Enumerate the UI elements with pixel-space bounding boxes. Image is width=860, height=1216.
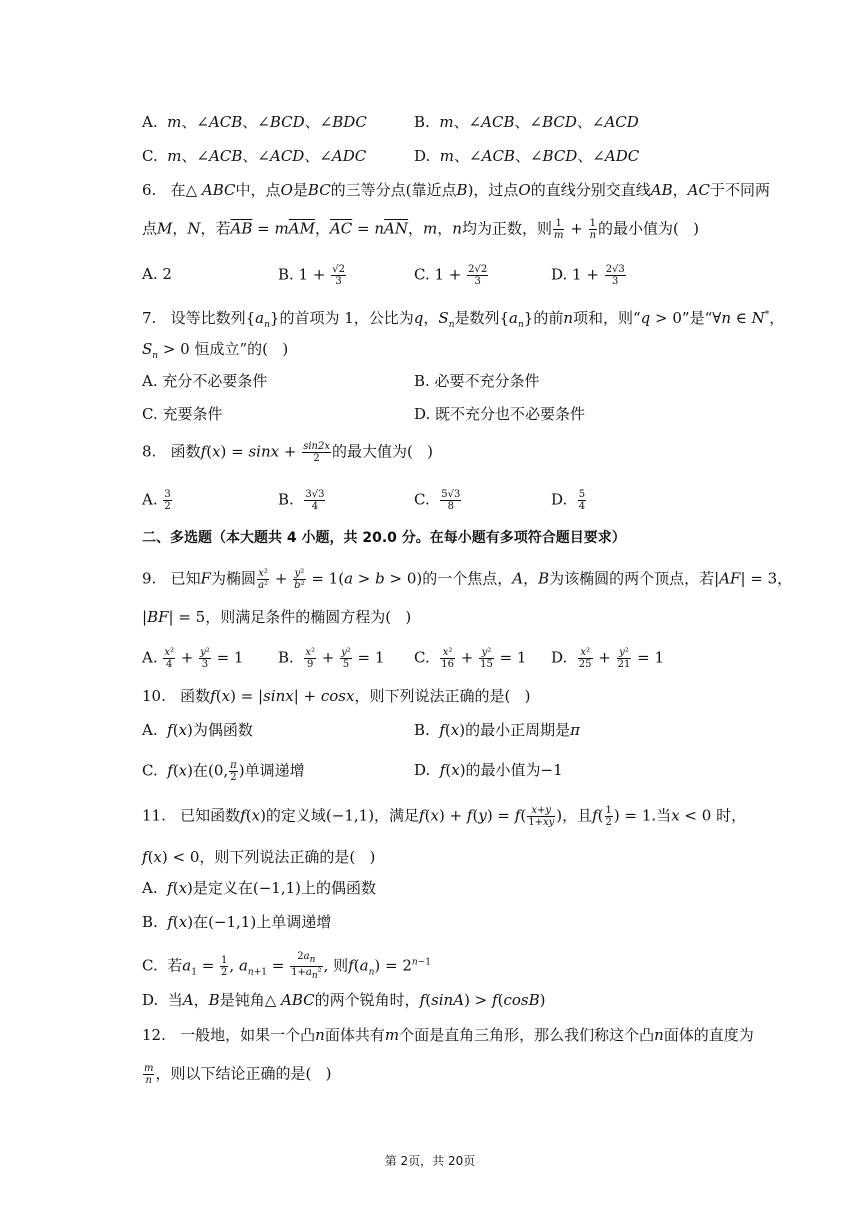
q6-option-c: C. 1 + $\frac{2√2}{3}$ bbox=[414, 264, 488, 287]
q10-stem: 10. 函数f(x) = |sinx| + cosx，则下列说法正确的是( ) bbox=[142, 687, 531, 705]
q7-option-c: C. 充要条件 bbox=[142, 405, 223, 423]
q12-stem-line1: 12. 一般地，如果一个凸n面体共有m个面是直角三角形，那么我们称这个凸n面体的直度为 bbox=[142, 1026, 754, 1044]
q8-option-a: A. $\frac{3}{2}$ bbox=[142, 489, 171, 512]
q11-stem-line2: f(x) < 0，则下列说法正确的是( ) bbox=[142, 848, 376, 866]
q5-option-a: A. m、∠ACB、∠BCD、∠BDC bbox=[142, 113, 367, 131]
q9-option-b: B. $\frac{\text{x²}}{9}$ + $\frac{\text{y²}}{5}$ = 1 bbox=[278, 647, 385, 670]
q12-stem-line2: $\frac{m}{n}$ ，则以下结论正确的是( ) bbox=[144, 1063, 332, 1086]
q9-stem-line2: |BF| = 5，则满足条件的椭圆方程为( ) bbox=[142, 608, 412, 626]
q6-option-a: A. 2 bbox=[142, 265, 172, 283]
q7-option-d: D. 既不充分也不必要条件 bbox=[414, 405, 586, 423]
q8-option-d: D. $\frac{5}{4}$ bbox=[551, 489, 586, 512]
q8-option-c: C. $\frac{5√3}{8}$ bbox=[414, 489, 461, 512]
page-footer: 第 2页，共 20页 bbox=[384, 1154, 476, 1168]
q5-option-b: B. m、∠ACB、∠BCD、∠ACD bbox=[414, 113, 639, 131]
q8-stem: 8. 函数f(x) = sinx + $\frac{\sin 2x}{2}$ 的最大值为( ) bbox=[142, 441, 434, 464]
q8-option-b: B. $\frac{3√3}{4}$ bbox=[278, 489, 325, 512]
q10-option-a: A. f(x)为偶函数 bbox=[142, 721, 253, 739]
q10-option-d: D. f(x)的最小值为−1 bbox=[414, 761, 563, 779]
q6-option-d: D. 1 + $\frac{2√3}{3}$ bbox=[551, 264, 625, 287]
q11-option-c: C. 若$a_1$ = $\frac{1}{2}$ , $a_{n+1}$ = $\frac{2a_n}{1+a_n^2}$ , 则$f(a_n) = 2^{n-1}$ bbox=[142, 951, 431, 981]
q5-option-d: D. m、∠ACB、∠BCD、∠ADC bbox=[414, 147, 640, 165]
section-heading-multiple-choice: 二、多选题（本大题共 4 小题，共 20.0 分。在每小题有多项符合题目要求） bbox=[142, 530, 626, 546]
q11-option-b: B. f(x)在(−1,1)上单调递增 bbox=[142, 913, 332, 931]
q9-option-d: D. $\frac{\text{x²}}{25}$ + $\frac{\text{y²}}{21}$ = 1 bbox=[551, 647, 665, 670]
q7-option-b: B. 必要不充分条件 bbox=[414, 372, 540, 390]
q9-option-c: C. $\frac{\text{x²}}{16}$ + $\frac{\text{y²}}{15}$ = 1 bbox=[414, 647, 527, 670]
q7-stem-line2: $S_n > 0$ 恒成立”的( ) bbox=[142, 340, 289, 361]
q6-stem-line2: 点M，N，若$\overline{AB} = m\overline{AM}$，$\overline{AC} = n\overline{AN}$，m，n均为正数，则 $\frac{1}{m}$ + $\frac{1}{n}$ 的最小值为( ) bbox=[142, 218, 700, 241]
q10-option-c: C. f(x)在(0, $\frac{\pi}{2}$ )单调递增 bbox=[142, 760, 305, 783]
q11-stem-line1: 11. 已知函数f(x)的定义域(−1,1)，满足f(x) + f(y) = f( $\frac{x+y}{1+xy}$ )，且f( $\frac{1}{2}$ ) = 1.当x < 0 时， bbox=[142, 805, 747, 828]
q6-stem-line1: 6. 在△ ABC中，点O是BC的三等分点(靠近点B)，过点O的直线分别交直线AB，AC于不同两 bbox=[142, 181, 770, 199]
q6-option-b: B. 1 + $\frac{√2}{3}$ bbox=[278, 264, 345, 287]
q10-option-b: B. f(x)的最小正周期是π bbox=[414, 721, 580, 739]
q7-stem-line1: 7. 设等比数列$\{a_n\}$的首项为 1，公比为q，$S_n$是数列$\{a_n\}$的前n项和，则“q > 0”是“∀n ∈ N*， bbox=[142, 309, 785, 330]
q11-option-d: D. 当A，B是钝角△ ABC的两个锐角时，f(sinA) > f(cosB) bbox=[142, 991, 546, 1009]
q9-stem-line1: 9. 已知F为椭圆 $\frac{\text{x²}}{\text{a²}}$ + $\frac{\text{y²}}{\text{b²}}$ = 1(a > b > 0)的一个焦点，A，B为该椭圆的两个顶点，若|AF| = 3， bbox=[142, 568, 793, 591]
q5-option-c: C. m、∠ACB、∠ACD、∠ADC bbox=[142, 147, 367, 165]
q7-option-a: A. 充分不必要条件 bbox=[142, 372, 268, 390]
q11-option-a: A. f(x)是定义在(−1,1)上的偶函数 bbox=[142, 879, 377, 897]
q9-option-a: A. $\frac{\text{x²}}{4}$ + $\frac{\text{y²}}{3}$ = 1 bbox=[142, 647, 244, 670]
